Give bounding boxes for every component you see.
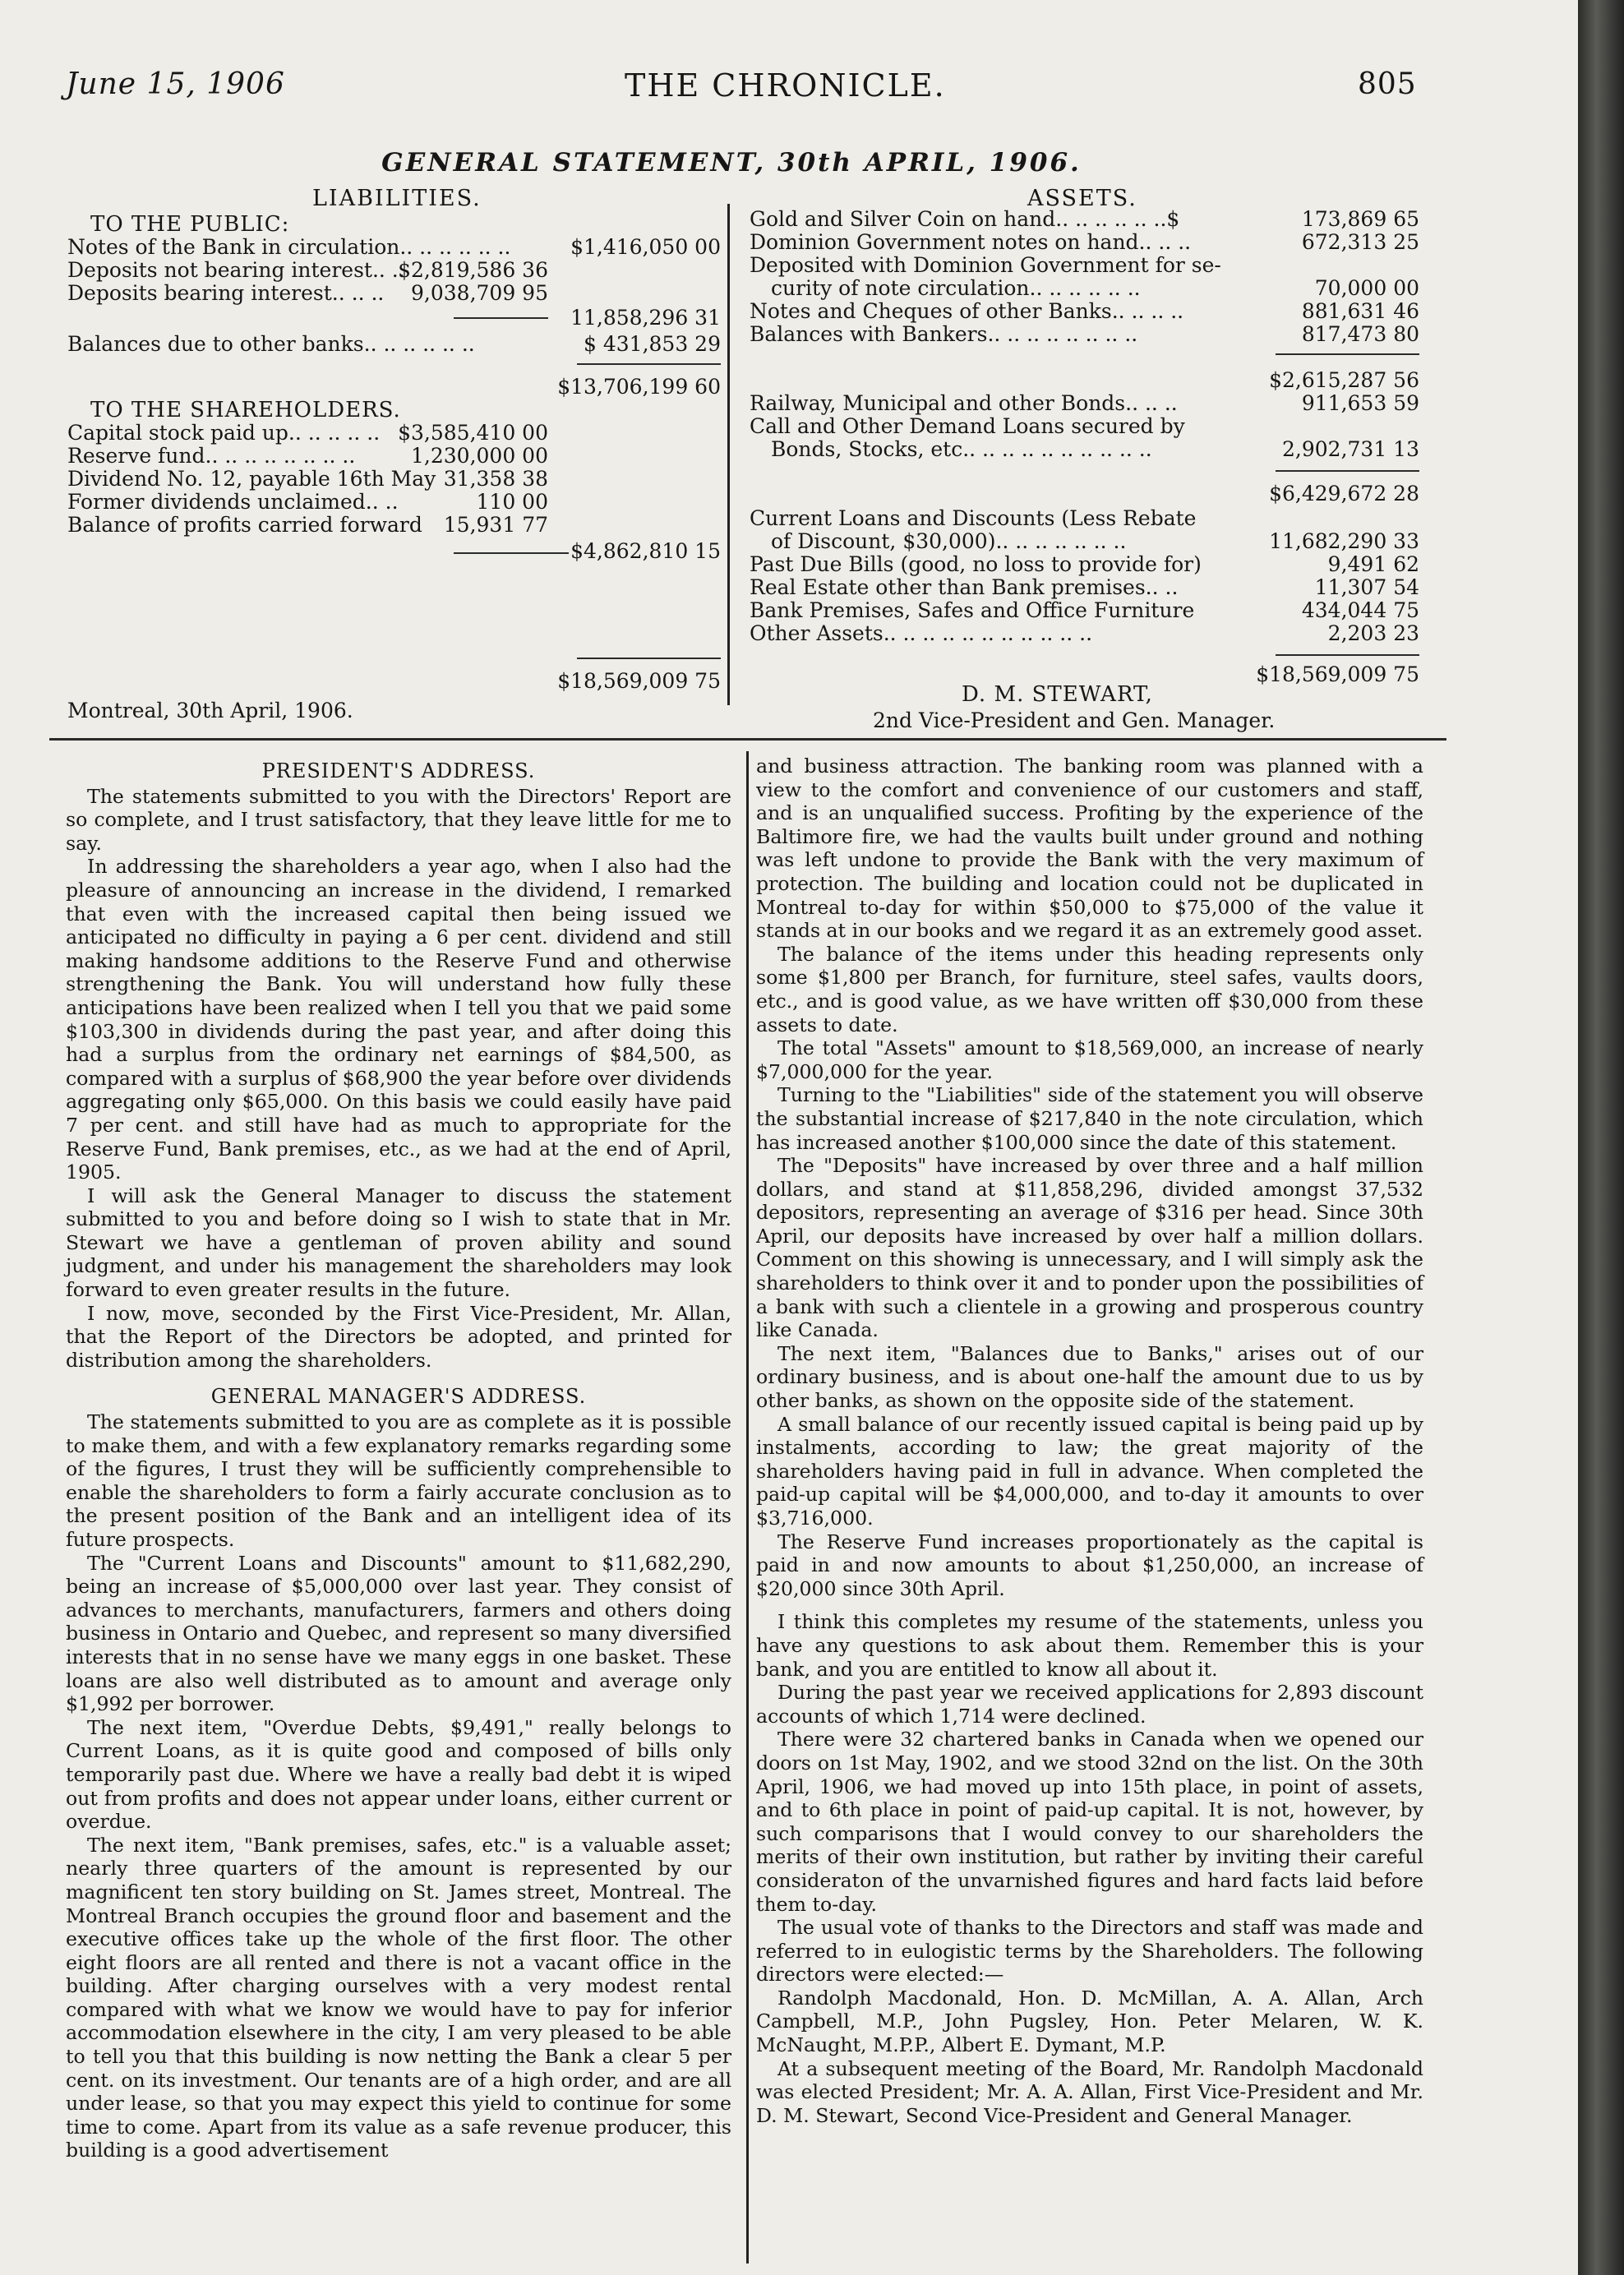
page-number: 805 (1358, 67, 1417, 101)
paragraph: In addressing the shareholders a year ago, when I also had the pleasure of announcing an increase in the dividend, I remarked that even with the increased capital then being issued we anticipated no difficulty in paying a 6 per cent. dividend and still making handsome additions to the Reserve Fund and otherwise strengthening the Bank. You will understand how fully these anticipations have been realized when I tell you that we paid some $103,300 in dividends during the past year, and after doing this had a surplus from the ordinary net earnings of $84,500, as compared with a surplus of $68,900 the year before over dividends aggregating only $65,000. On this basis we could easily have paid 7 per cent. and still have had as much to appropriate for the Reserve Fund, Bank premises, etc., as we had at the end of April, 1905. (66, 855, 731, 1184)
asset-row: Bonds, Stocks, etc.. .. .. .. .. .. .. .. .. .. 2,902,731 13 (771, 437, 1419, 461)
liability-row: Deposits not bearing interest.. .. $2,819,586 36 (67, 258, 548, 282)
asset-row: Other Assets.. .. .. .. .. .. .. .. .. .. .. 2,203 23 (750, 621, 1419, 645)
general-managers-address-heading: GENERAL MANAGER'S ADDRESS. (210, 1385, 587, 1409)
liabilities-heading: LIABILITIES. (312, 186, 482, 211)
paragraph: The usual vote of thanks to the Directors and staff was made and referred to in eulogistic terms by the Shareholders. The following directors were elected:— (756, 1916, 1423, 1987)
address-column-rule (746, 751, 749, 2263)
asset-subtotal: $2,615,287 56 (1269, 368, 1419, 392)
asset-row: of Discount, $30,000).. .. .. .. .. .. .. 11,682,290 33 (771, 529, 1419, 553)
asset-row: Current Loans and Discounts (Less Rebate (750, 506, 1197, 530)
asset-row: Past Due Bills (good, no loss to provide for) 9,491 62 (750, 552, 1419, 576)
liability-row: Dividend No. 12, payable 16th May 31,358 38 (67, 467, 548, 491)
running-head-title: THE CHRONICLE. (625, 67, 946, 104)
public-heading: TO THE PUBLIC: (90, 212, 290, 237)
asset-row: Gold and Silver Coin on hand.. .. .. .. .. ..$ 173,869 65 (750, 207, 1419, 231)
paragraph: The "Current Loans and Discounts" amount to $11,682,290, being an increase of $5,000,000 over last year. They consist of advances to merchants, manufacturers, farmers and others doing business in Ontario and Quebec, and represent so many diversified interests that in no sense have we many eggs in one basket. These loans are also well distributed as to amount and average only $1,992 per borrower. (66, 1551, 731, 1716)
paragraph: At a subsequent meeting of the Board, Mr. Randolph Macdonald was elected President; Mr. A. A. Allan, First Vice-President and Mr. D. M. Stewart, Second Vice-President and General Manager. (756, 2056, 1423, 2127)
asset-row: Dominion Government notes on hand.. .. .. 672,313 25 (750, 230, 1419, 254)
directors-list: Randolph Macdonald, Hon. D. McMillan, A. A. Allan, Arch Campbell, M.P., John Pugsley, Hon. Peter Melaren, W. K. McNaught, M.P.P., Albert E. Dymant, M.P. (756, 1986, 1423, 2057)
paragraph: Turning to the "Liabilities" side of the statement you will observe the substantial increase of $217,840 in the note circulation, which has increased another $100,000 since the date of this statement. (756, 1083, 1423, 1154)
paragraph: The statements submitted to you are as complete as it is possible to make them, and with a few explanatory remarks regarding some of the figures, I trust they will be sufficiently comprehensible to enable the shareholders to form a fairly accurate conclusion as to the present position of the Bank and an intelligent idea of its future prospects. (66, 1410, 731, 1551)
asset-row: Real Estate other than Bank premises.. .. 11,307 54 (750, 575, 1419, 599)
liability-row: Balances due to other banks.. .. .. .. .. .. $ 431,853 29 (67, 332, 721, 356)
asset-row: curity of note circulation.. .. .. .. .. .. 70,000 00 (771, 276, 1419, 300)
sum-rule (1276, 654, 1419, 656)
liabilities-ledger (67, 0, 721, 740)
presidents-address-heading: PRESIDENT'S ADDRESS. (261, 759, 536, 782)
paragraph: I will ask the General Manager to discuss the statement submitted to you and before doing so I wish to state that in Mr. Stewart we have a gentleman of proven ability and sound judgment, and under his management the shareholders may look forward to even greater results in the future. (66, 1184, 731, 1302)
running-head-date: June 15, 1906 (66, 67, 285, 101)
statement-heading: GENERAL STATEMENT, 30th APRIL, 1906. (381, 148, 1082, 178)
paragraph: The next item, "Balances due to Banks," arises out of our ordinary business, and is about one-half the amount due to us by other banks, as shown on the opposite side of the statement. (756, 1341, 1423, 1413)
paragraph: The statements submitted to you with the Directors' Report are so complete, and I trust satisfactory, that they leave little for me to say. (66, 784, 731, 855)
liability-row: Reserve fund.. .. .. .. .. .. .. .. 1,230,000 00 (67, 444, 548, 468)
liabilities-grand-total: $18,569,009 75 (557, 669, 721, 693)
assets-heading: ASSETS. (1027, 186, 1137, 211)
public-total: $13,706,199 60 (557, 375, 721, 399)
liability-row: Former dividends unclaimed.. .. 110 00 (67, 490, 548, 514)
asset-row: Deposited with Dominion Government for se- (750, 253, 1221, 277)
paragraph: A small balance of our recently issued capital is being paid up by instalments, according to law; the great majority of the shareholders having paid in full in advance. When completed the paid-up capital will be $4,000,000, and to-day it amounts to over $3,716,000. (756, 1412, 1423, 1530)
liability-row: Capital stock paid up.. .. .. .. .. $3,585,410 00 (67, 421, 548, 445)
liability-row: Deposits bearing interest.. .. .. 9,038,709 95 (67, 281, 548, 305)
paragraph: During the past year we received applications for 2,893 discount accounts of which 1,714 were declined. (756, 1681, 1423, 1728)
asset-row: Balances with Bankers.. .. .. .. .. .. .. .. 817,473 80 (750, 322, 1419, 346)
liability-row: Notes of the Bank in circulation.. .. .. .. .. .. $1,416,050 00 (67, 235, 721, 259)
assets-grand-total: $18,569,009 75 (1256, 662, 1419, 686)
paragraph: The Reserve Fund increases proportionately as the capital is paid in and now amounts to about $1,250,000, an increase of $20,000 since 30th April. (756, 1530, 1423, 1600)
paragraph: The total "Assets" amount to $18,569,000, an increase of nearly $7,000,000 for the year. (756, 1036, 1423, 1083)
asset-row: Notes and Cheques of other Banks.. .. .. .. 881,631 46 (750, 299, 1419, 323)
book-binding-edge (1578, 0, 1624, 2275)
sum-rule (577, 658, 721, 659)
sum-rule (1276, 353, 1419, 355)
statement-column-rule (727, 204, 730, 705)
paragraph: I think this completes my resume of the statements, unless you have any questions to ask about them. Remember this is your bank, and you are entitled to know all about it. (756, 1610, 1423, 1681)
statement-place-date: Montreal, 30th April, 1906. (67, 699, 353, 722)
paragraph: The next item, "Overdue Debts, $9,491," really belongs to Current Loans, as it is quite good and composed of bills only temporarily past due. Where we have a really bad debt it is wiped out from profits and does not appear under loans, either current or overdue. (66, 1715, 731, 1834)
signatory-name: D. M. STEWART, (962, 682, 1153, 707)
shareholders-total: $4,862,810 15 (570, 539, 721, 563)
liability-row: 11,858,296 31 (570, 306, 721, 330)
right-text-column (756, 754, 1423, 2127)
asset-subtotal: $6,429,672 28 (1269, 482, 1419, 505)
asset-row: Railway, Municipal and other Bonds.. .. .. 911,653 59 (750, 391, 1419, 415)
liability-row: Balance of profits carried forward 15,931 77 (67, 513, 548, 537)
paragraph: I now, move, seconded by the First Vice-President, Mr. Allan, that the Report of the Directors be adopted, and printed for distribution among the shareholders. (66, 1301, 731, 1372)
paragraph-continuation: and business attraction. The banking room was planned with a view to the comfort and convenience of our customers and staff, and is an unqualified success. Profiting by the experience of the Baltimore fire, we had the vaults built under ground and nothing was left undone to provide the Bank with the very maximum of protection. The building and location could not be duplicated in Montreal to-day for within $50,000 to $75,000 of the value it stands at in our books and we regard it as an extremely good asset. (756, 754, 1423, 943)
paragraph: The "Deposits" have increased by over three and a half million dollars, and stand at $11,858,296, divided amongst 37,532 depositors, representing an average of $316 per head. Since 30th April, our deposits have increased by over half a million dollars. Comment on this showing is unnecessary, and I will simply ask the shareholders to think over it and to ponder upon the possibilities of a bank with such a clientele in a growing and prosperous country like Canada. (756, 1154, 1423, 1342)
shareholders-heading: TO THE SHAREHOLDERS. (90, 398, 401, 422)
paragraph: The next item, "Bank premises, safes, etc." is a valuable asset; nearly three quarters of the amount is represented by our magnificent ten story building on St. James street, Montreal. The Montreal Branch occupies the ground floor and basement and the executive offices take up the whole of the first floor. The other eight floors are all rented and there is not a vacant office in the building. After charging ourselves with a very modest rental compared with what we know we would have to pay for inferior accommodation elsewhere in the city, I am very pleased to be able to tell you that this building is now netting the Bank a clear 5 per cent. on its investment. Our tenants are of a high order, and are all under lease, so that you may expect this yield to continue for some time to come. Apart from its value as a safe revenue producer, this building is a good advertisement (66, 1833, 731, 2162)
signatory-title: 2nd Vice-President and Gen. Manager. (873, 708, 1276, 732)
asset-row: Bank Premises, Safes and Office Furniture 434,044 75 (750, 598, 1419, 622)
asset-row: Call and Other Demand Loans secured by (750, 414, 1185, 438)
sum-rule (577, 363, 721, 365)
paragraph: There were 32 chartered banks in Canada when we opened our doors on 1st May, 1902, and we stood 32nd on the list. On the 30th April, 1906, we had moved up into 15th place, in point of assets, and to 6th place in point of paid-up capital. It is not, however, by such comparisons that I would convey to our shareholders the merits of their own institution, but rather by inviting their careful consideraton of the unvarnished figures and hard facts laid before them to-day. (756, 1728, 1423, 1916)
left-text-column (66, 754, 731, 2162)
sum-rule (1276, 470, 1419, 472)
paragraph: The balance of the items under this heading represents only some $1,800 per Branch, for furniture, steel safes, vaults doors, etc., and is good value, as we have written off $30,000 from these assets to date. (756, 942, 1423, 1036)
assets-ledger (750, 0, 1419, 740)
